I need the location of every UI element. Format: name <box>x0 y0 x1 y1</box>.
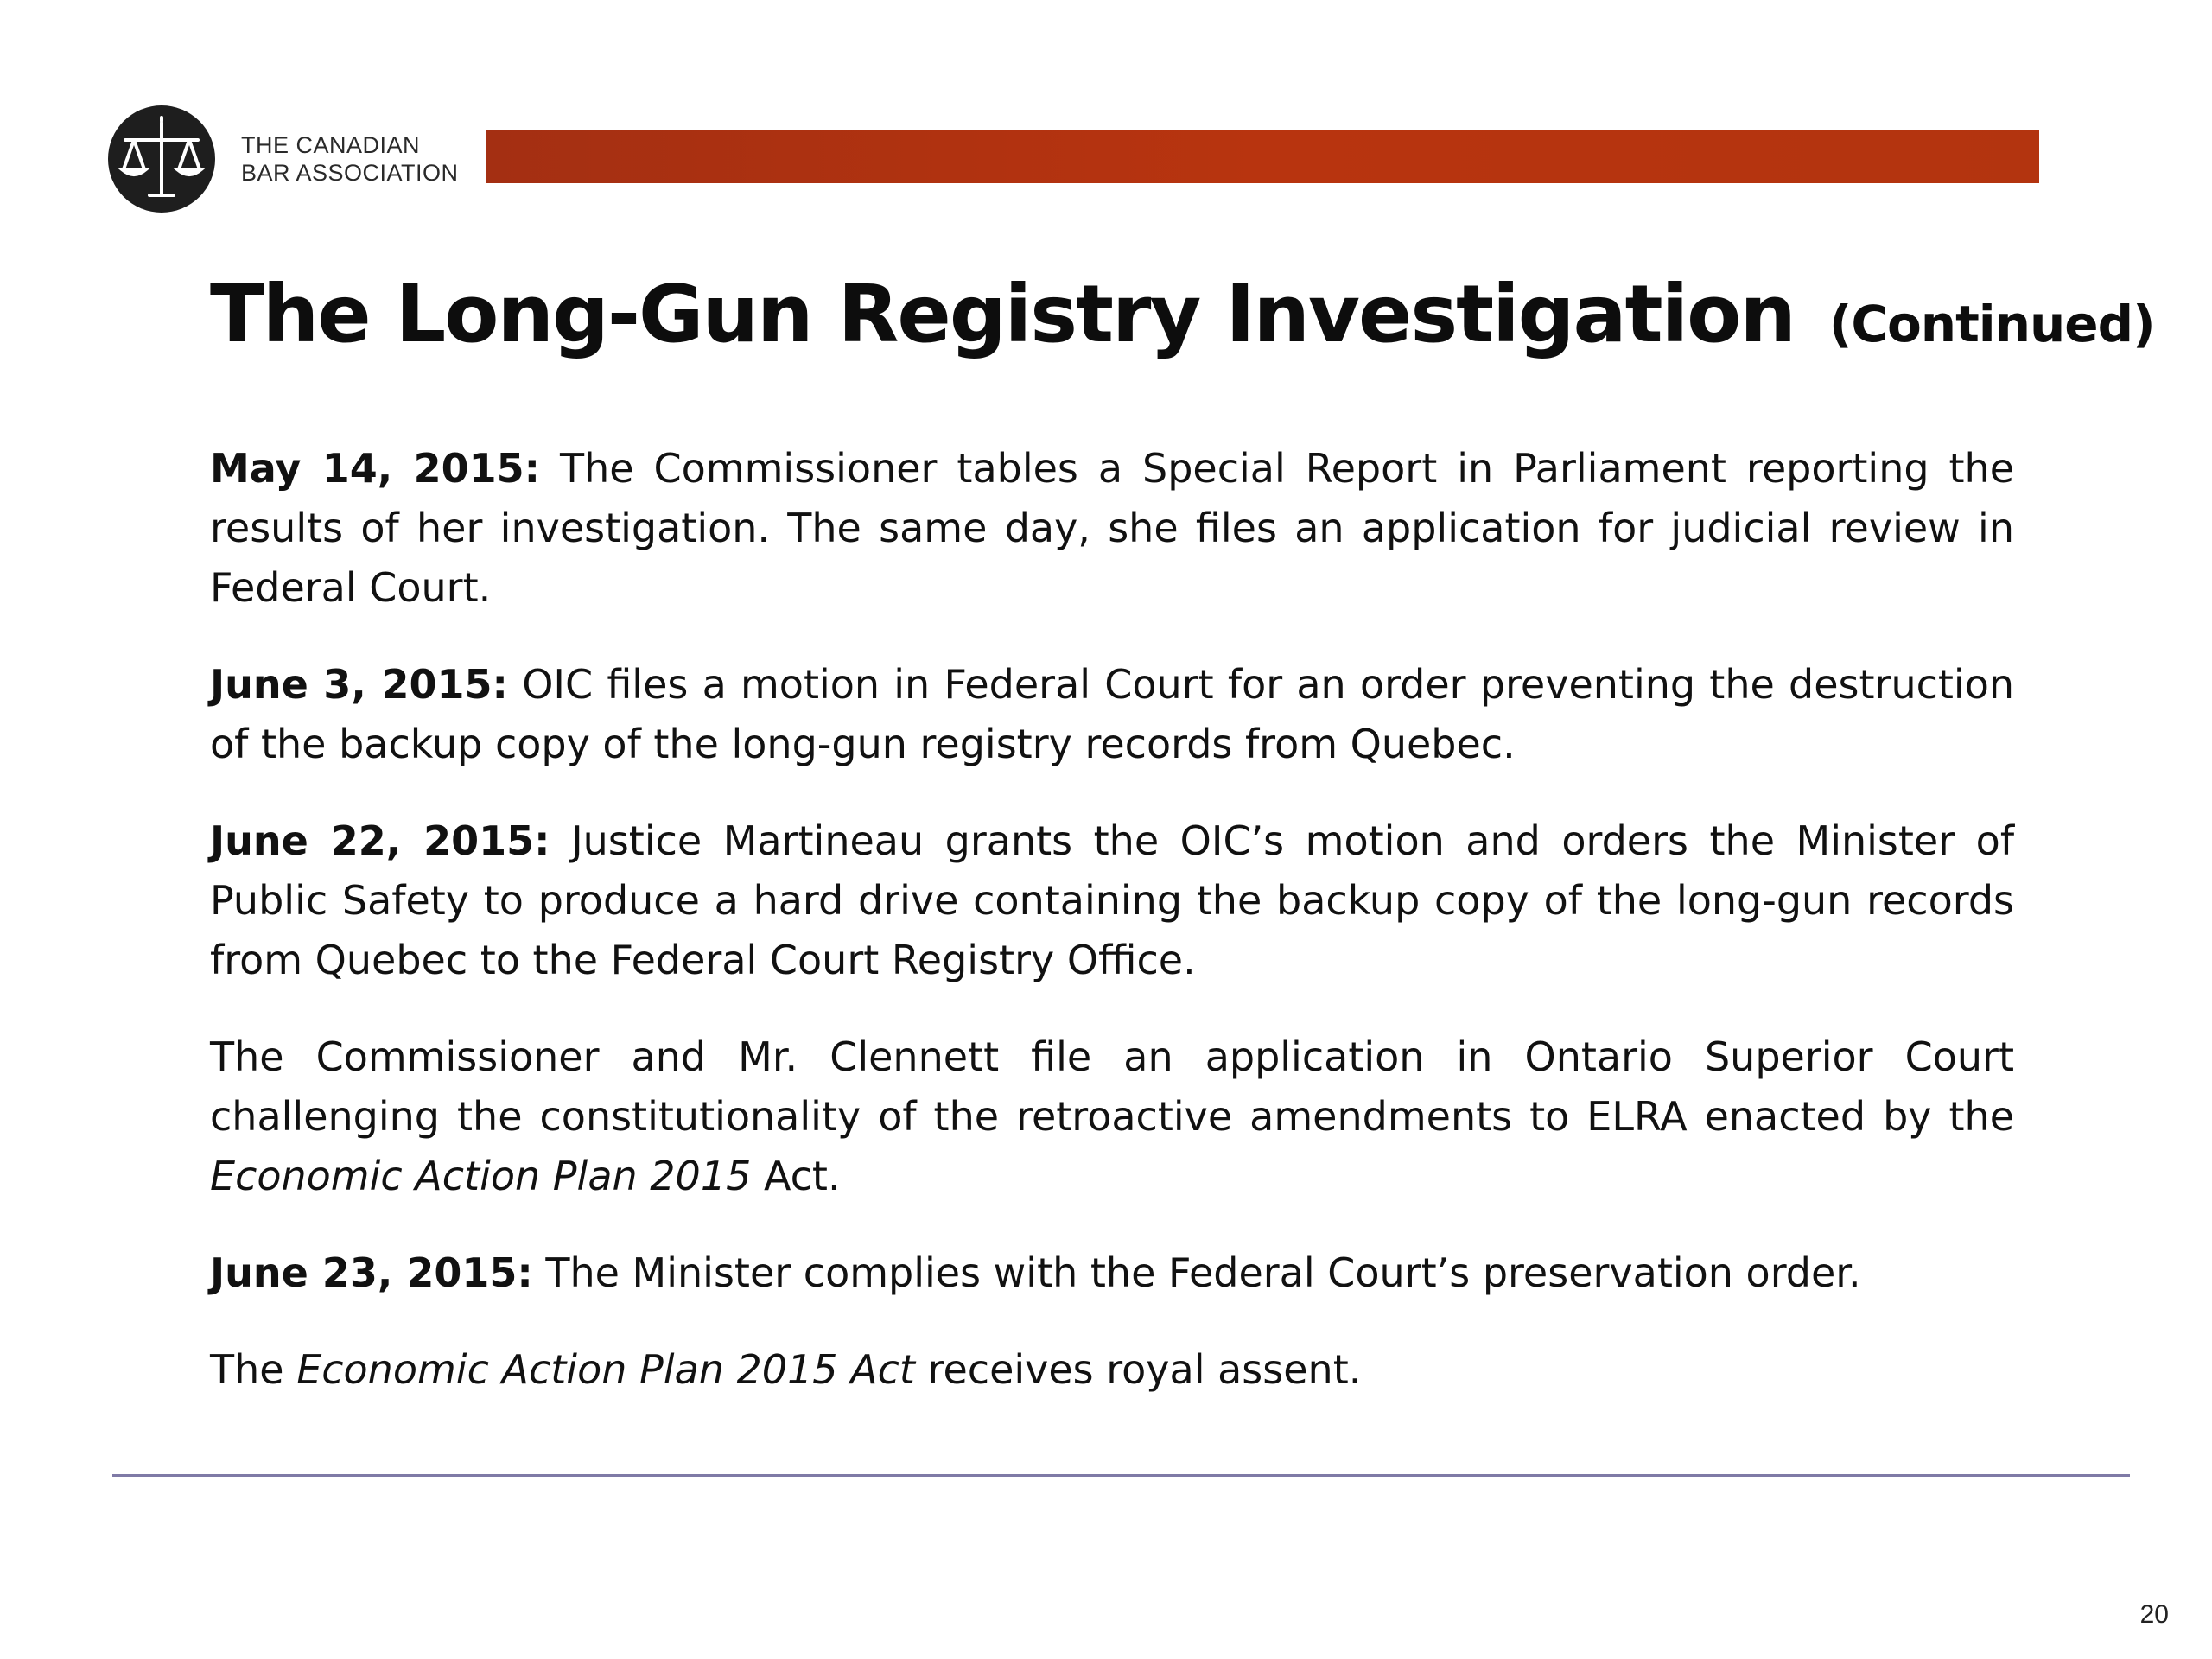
footer-divider <box>112 1474 2130 1477</box>
slide-title <box>210 268 2155 360</box>
entry-text-end: Act. <box>751 1153 841 1199</box>
entry-royal-assent <box>210 1340 2014 1400</box>
scales-of-justice-icon <box>108 105 215 213</box>
entry-text: Justice Martineau grants the OIC’s motion and orders the Minister of Public Safety to produce a hard drive containing the backup copy of the long-gun records from Quebec to the Federal Court Registry Office. <box>210 817 2015 983</box>
entry-date: June 3, 2015: <box>210 661 508 708</box>
entry-june-22 <box>210 811 2014 990</box>
entry-date: June 22, 2015: <box>210 817 550 864</box>
logo-line-2: BAR ASSOCIATION <box>241 160 459 186</box>
entry-text-end: receives royal assent. <box>914 1346 1362 1393</box>
entry-text: The Minister complies with the Federal Court’s preservation order. <box>532 1249 1861 1296</box>
entry-june-23 <box>210 1243 2014 1303</box>
logo-wordmark <box>241 131 459 187</box>
entry-date: June 23, 2015: <box>210 1249 533 1296</box>
entry-may-14 <box>210 439 2014 618</box>
entry-text: The Commissioner and Mr. Clennett file an application in Ontario Superior Court challenging the constitutionality of the retroactive amendments to ELRA enacted by the <box>210 1033 2014 1140</box>
entry-text: The Commissioner tables a Special Report in Parliament reporting the results of her investigation. The same day, she files an application for judicial review in Federal Court. <box>210 445 2015 611</box>
slide-title-main: The Long-Gun Registry Investigation <box>210 268 1795 360</box>
entry-ontario-application <box>210 1027 2014 1206</box>
slide-body <box>210 439 2014 1437</box>
slide-title-continued: (Continued) <box>1828 295 2155 353</box>
entry-text: OIC files a motion in Federal Court for an order preventing the destruction of the backup copy of the long-gun registry records from Quebec. <box>210 661 2014 767</box>
entry-date: May 14, 2015: <box>210 445 541 492</box>
page-number: 20 <box>2139 1600 2169 1629</box>
cba-logo <box>108 105 459 213</box>
entry-italic-title: Economic Action Plan 2015 <box>210 1153 752 1199</box>
entry-june-3 <box>210 655 2014 774</box>
header-accent-bar <box>486 130 2039 183</box>
entry-text: The <box>210 1346 297 1393</box>
entry-italic-title: Economic Action Plan 2015 Act <box>296 1346 915 1393</box>
logo-line-1: THE CANADIAN <box>241 132 421 158</box>
